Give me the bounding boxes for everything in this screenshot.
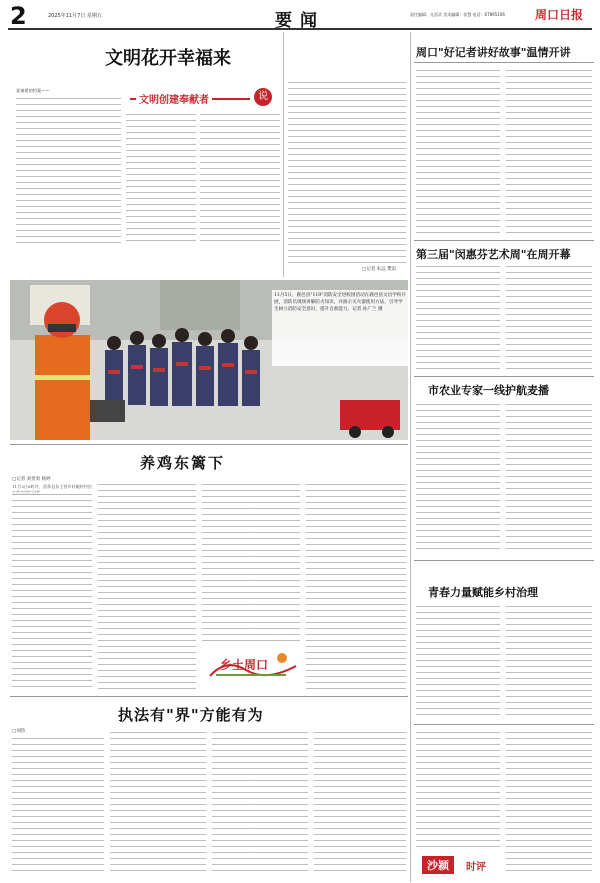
rule-story2 <box>10 444 408 445</box>
story3-text-4 <box>314 730 406 876</box>
right-story4-headline: 青春力量赋能乡村治理 <box>428 586 538 599</box>
photo-caption: 11月5日，鹿邑县"119"消防安全进校园活动在鹿邑县文昌学校开展，消防员现场讲解防火知识，并演示灭火器使用方法，引导学生树立消防安全意识，提升自救能力。记者 孙广兰 摄 <box>272 290 408 366</box>
story2-text-4 <box>306 482 406 692</box>
byline-top: 姜秦建的档案—— <box>16 88 50 93</box>
masthead-rule <box>8 28 592 30</box>
right-story3-text-b <box>506 402 592 554</box>
banner-badge: 说 <box>254 88 272 106</box>
divider-mid <box>283 32 284 277</box>
right-rule-3 <box>414 376 594 377</box>
section-name: 要闻 <box>275 11 325 31</box>
right-story2-headline: 第三届"闵惠芬艺术周"在周开幕 <box>416 248 571 261</box>
right-story2-text-b <box>506 264 592 370</box>
lead-headline: 文明花开幸福来 <box>105 48 231 69</box>
rule-story3 <box>10 696 408 697</box>
story3-text-3 <box>212 730 308 876</box>
right-rule-2 <box>414 240 594 241</box>
story3-text-2 <box>110 730 206 876</box>
right-story3-text-a <box>416 402 500 554</box>
page-number: 2 <box>10 2 27 30</box>
mid-reporter-note: □记者 朱远 樊雷 <box>362 267 397 272</box>
right-column-text-b <box>506 730 592 876</box>
editors-line: 责任编辑：凡雷武 美术编辑：张慧 电话：67895106 <box>410 12 505 17</box>
column-brand: 沙颍 <box>422 856 454 874</box>
story2-lead: 11月3日6时许，西华县东王营乡轩辕村村民 <box>12 484 92 489</box>
right-story1-text-a <box>416 68 500 236</box>
banner-label: 文明创建奉献者 <box>136 91 212 106</box>
story2-byline: □记者 刘贵勇 杨婷 <box>12 477 51 482</box>
right-rule-4 <box>414 560 594 561</box>
story2-headline: 养鸡东篱下 <box>140 454 226 472</box>
text-block-2 <box>126 112 196 246</box>
xiangtu-logo-text: 乡土周口 <box>220 658 269 672</box>
right-story2-text-a <box>416 264 500 370</box>
date-line: 2025年11月7日 星期五 <box>48 13 102 19</box>
story2-text-2 <box>98 482 196 692</box>
text-block-1 <box>16 96 121 246</box>
story3-byline: □刘热 <box>12 729 26 734</box>
story2-text-3 <box>202 482 300 642</box>
column-badge <box>422 854 502 876</box>
masthead <box>0 0 600 31</box>
right-column-text-a <box>416 730 500 850</box>
text-block-3 <box>200 112 280 246</box>
story3-headline: 执法有"界"方能有为 <box>118 706 264 724</box>
column-name: 时评 <box>466 862 486 873</box>
right-story4-text-a <box>416 604 500 720</box>
right-rule-5 <box>414 724 594 725</box>
right-story4-text-b <box>506 604 592 720</box>
right-story3-headline: 市农业专家一线护航麦播 <box>428 384 549 397</box>
banner <box>130 90 270 108</box>
story3-text-1 <box>12 736 104 876</box>
fire-safety-photo <box>10 280 408 440</box>
mid-text-block <box>288 80 406 268</box>
right-story1-text-b <box>506 68 592 236</box>
brand-logo: 周口日报 <box>535 8 584 22</box>
xiangtu-logo <box>206 646 300 686</box>
right-rule-1 <box>414 62 594 63</box>
story2-text-1 <box>12 492 92 692</box>
right-story1-headline: 周口"好记者讲好故事"温情开讲 <box>416 46 571 59</box>
divider-main <box>410 32 411 882</box>
